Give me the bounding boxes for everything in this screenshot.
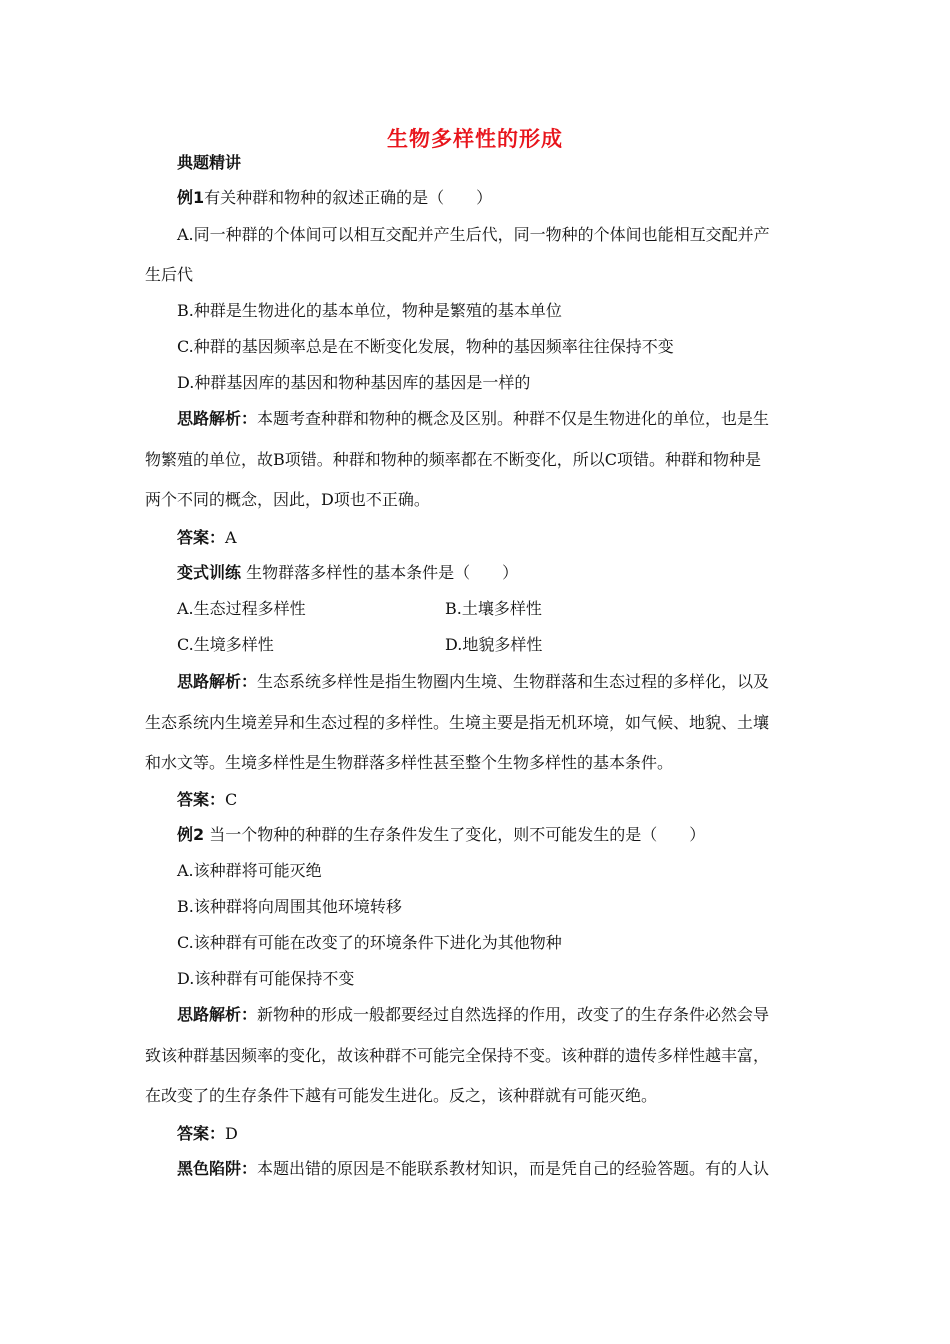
example-1-stem (177, 187, 847, 209)
example-2-option-c: C.该种群有可能在改变了的环境条件下进化为其他物种 (177, 933, 562, 952)
answer-label: 答案： (177, 790, 226, 809)
example-2-analysis-line1 (177, 1004, 847, 1026)
example-1-analysis-line1 (177, 408, 847, 430)
example-2-question: 当一个物种的种群的生存条件发生了变化，则不可能发生的是（ ） (204, 825, 706, 844)
example-2-trap-line1 (177, 1158, 847, 1180)
section-heading: 典题精讲 (177, 153, 242, 172)
variant-1-analysis-line3: 和水文等。生境多样性是生物群落多样性甚至整个生物多样性的基本条件。 (145, 753, 674, 772)
variant-1-option-c: C.生境多样性 (177, 635, 274, 654)
example-1-option-b: B.种群是生物进化的基本单位，物种是繁殖的基本单位 (177, 301, 562, 320)
variant-1-option-b: B.土壤多样性 (445, 599, 542, 618)
example-1-label: 例1 (177, 188, 205, 207)
analysis-text: 生态系统多样性是指生物圈内生境、生物群落和生态过程的多样化，以及 (257, 672, 770, 691)
analysis-text: 新物种的形成一般都要经过自然选择的作用，改变了的生存条件必然会导 (257, 1005, 770, 1024)
answer-label: 答案： (177, 1124, 226, 1143)
answer-value: A (225, 528, 237, 547)
variant-1-analysis-line1 (177, 671, 847, 693)
example-1-analysis-line3: 两个不同的概念，因此，D项也不正确。 (145, 490, 430, 509)
answer-label: 答案： (177, 528, 226, 547)
variant-1-stem (177, 562, 847, 584)
trap-label: 黑色陷阱： (177, 1159, 258, 1178)
analysis-label: 思路解析： (177, 409, 258, 428)
variant-1-option-a: A.生态过程多样性 (177, 599, 306, 618)
answer-value: D (225, 1124, 238, 1143)
example-2-analysis-line2: 致该种群基因频率的变化，故该种群不可能完全保持不变。该种群的遗传多样性越丰富， (145, 1046, 770, 1065)
variant-1-analysis-line2: 生态系统内生境差异和生态过程的多样性。生境主要是指无机环境，如气候、地貌、土壤 (145, 713, 770, 732)
analysis-label: 思路解析： (177, 672, 258, 691)
variant-label: 变式训练 (177, 563, 242, 582)
example-2-answer (177, 1123, 847, 1145)
analysis-label: 思路解析： (177, 1005, 258, 1024)
example-1-question: 有关种群和物种的叙述正确的是（ ） (204, 188, 493, 207)
variant-question: 生物群落多样性的基本条件是（ ） (241, 563, 519, 582)
example-2-option-d: D.该种群有可能保持不变 (177, 969, 355, 988)
trap-text: 本题出错的原因是不能联系教材知识，而是凭自己的经验答题。有的人认 (257, 1159, 770, 1178)
example-2-option-b: B.该种群将向周围其他环境转移 (177, 897, 402, 916)
example-1-option-d: D.种群基因库的基因和物种基因库的基因是一样的 (177, 373, 531, 392)
example-1-option-a-line2: 生后代 (145, 265, 194, 284)
example-1-analysis-line2: 物繁殖的单位，故B项错。种群和物种的频率都在不断变化，所以C项错。种群和物种是 (145, 450, 762, 469)
example-1-answer (177, 527, 847, 549)
variant-1-option-d: D.地貌多样性 (445, 635, 543, 654)
example-1-option-c: C.种群的基因频率总是在不断变化发展，物种的基因频率往往保持不变 (177, 337, 674, 356)
example-2-analysis-line3: 在改变了的生存条件下越有可能发生进化。反之，该种群就有可能灭绝。 (145, 1086, 658, 1105)
page-title: 生物多样性的形成 (387, 127, 563, 151)
variant-1-answer (177, 789, 847, 811)
analysis-text: 本题考查种群和物种的概念及区别。种群不仅是生物进化的单位，也是生 (257, 409, 770, 428)
example-2-stem (177, 824, 847, 846)
example-2-option-a: A.该种群将可能灭绝 (177, 861, 322, 880)
example-1-option-a-line1: A.同一种群的个体间可以相互交配并产生后代，同一物种的个体间也能相互交配并产 (177, 225, 770, 244)
answer-value: C (225, 790, 238, 809)
example-2-label: 例2 (177, 825, 205, 844)
